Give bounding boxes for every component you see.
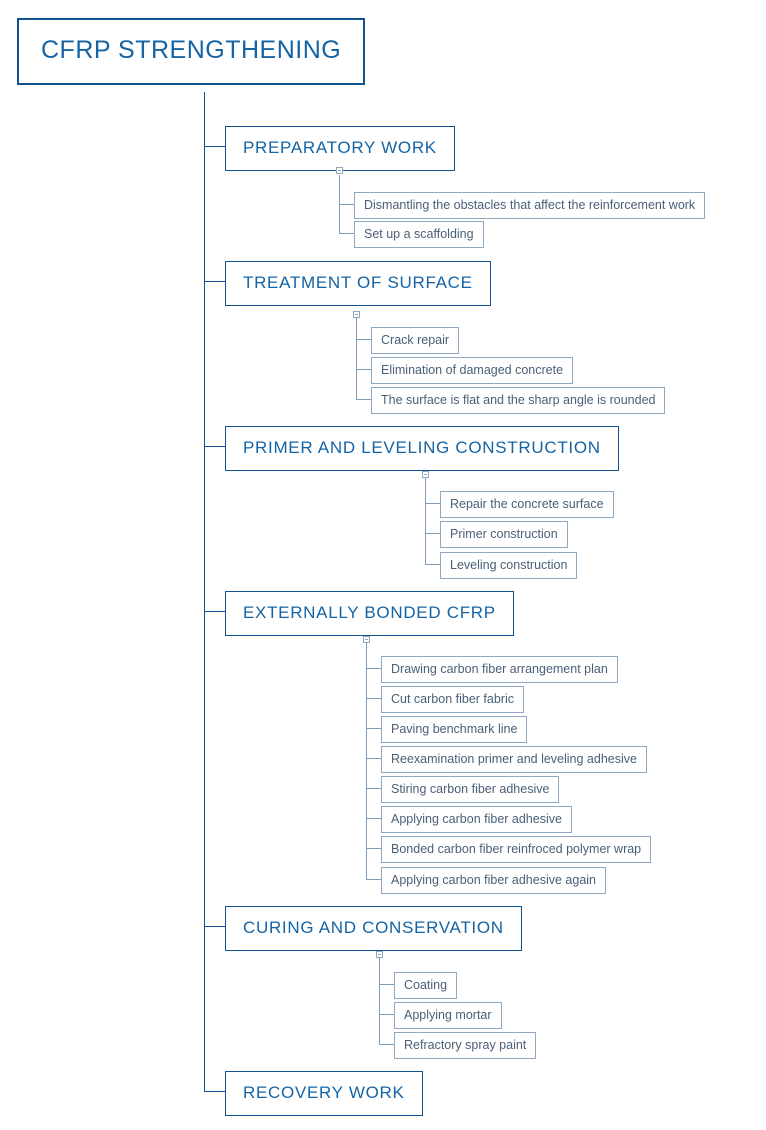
leaf-connector-1-2 — [339, 233, 355, 234]
leaf-connector-4-5 — [366, 788, 382, 789]
leaf-node-label: Drawing carbon fiber arrangement plan — [391, 662, 608, 676]
leaf-node[interactable] — [371, 327, 459, 354]
leaf-node[interactable] — [394, 1032, 536, 1059]
leaf-node-label: The surface is flat and the sharp angle is rounded — [381, 393, 656, 407]
leaf-node[interactable] — [381, 656, 618, 683]
leaf-node-label: Applying carbon fiber adhesive again — [391, 873, 596, 887]
leaf-node-label: Reexamination primer and leveling adhesive — [391, 752, 637, 766]
branch-node-label: EXTERNALLY BONDED CFRP — [243, 603, 496, 622]
branch-node-preparatory-work[interactable] — [225, 126, 455, 171]
leaf-connector-4-8 — [366, 879, 382, 880]
leaf-node[interactable] — [381, 836, 651, 863]
branch-node-primer-and-leveling-construction[interactable] — [225, 426, 619, 471]
leaf-node-label: Coating — [404, 978, 448, 992]
leaf-node-label: Elimination of damaged concrete — [381, 363, 564, 377]
branch-node-curing-and-conservation[interactable] — [225, 906, 522, 951]
leaf-connector-4-4 — [366, 758, 382, 759]
leaf-node-label: Primer construction — [450, 527, 558, 541]
leaf-connector-2-1 — [356, 339, 372, 340]
leaf-connector-4-7 — [366, 848, 382, 849]
collapse-handle-1[interactable] — [336, 167, 343, 174]
leaf-node[interactable] — [394, 1002, 502, 1029]
leaf-node-label: Stiring carbon fiber adhesive — [391, 782, 550, 796]
leaf-node-label: Bonded carbon fiber reinfroced polymer wrap — [391, 842, 642, 856]
branch-node-externally-bonded-cfrp[interactable] — [225, 591, 514, 636]
leaf-node-label: Leveling construction — [450, 558, 568, 572]
branch-node-treatment-of-surface[interactable] — [225, 261, 491, 306]
leaf-connector-4-6 — [366, 818, 382, 819]
leaf-node-label: Applying mortar — [404, 1008, 492, 1022]
leaf-node[interactable] — [354, 192, 705, 219]
leaf-node[interactable] — [381, 867, 606, 894]
leaf-node-label: Dismantling the obstacles that affect the reinforcement work — [364, 198, 696, 212]
leaf-node-label: Refractory spray paint — [404, 1038, 527, 1052]
collapse-handle-5[interactable] — [376, 951, 383, 958]
branch-connector-2 — [204, 281, 226, 282]
branch-connector-6 — [204, 1091, 226, 1092]
branch-node-label: PREPARATORY WORK — [243, 138, 437, 157]
root-trunk-line — [204, 92, 205, 1092]
leaf-node[interactable] — [381, 806, 572, 833]
leaf-node[interactable] — [354, 221, 484, 248]
branch-node-recovery-work[interactable] — [225, 1071, 423, 1116]
leaf-node[interactable] — [381, 776, 559, 803]
branch-connector-3 — [204, 446, 226, 447]
leaf-node[interactable] — [371, 357, 573, 384]
branch-connector-1 — [204, 146, 226, 147]
leaf-node-label: Set up a scaffolding — [364, 227, 474, 241]
root-node[interactable] — [17, 18, 365, 85]
leaf-node-label: Applying carbon fiber adhesive — [391, 812, 562, 826]
leaf-connector-4-3 — [366, 728, 382, 729]
leaf-node[interactable] — [381, 716, 527, 743]
leaf-node[interactable] — [440, 491, 614, 518]
leaf-node-label: Repair the concrete surface — [450, 497, 604, 511]
branch-node-label: PRIMER AND LEVELING CONSTRUCTION — [243, 438, 601, 457]
leaf-node-label: Crack repair — [381, 333, 450, 347]
subtrunk-line-4 — [366, 643, 367, 880]
leaf-connector-5-1 — [379, 984, 395, 985]
collapse-handle-4[interactable] — [363, 636, 370, 643]
branch-node-label: TREATMENT OF SURFACE — [243, 273, 473, 292]
leaf-node[interactable] — [381, 746, 647, 773]
leaf-connector-3-1 — [425, 503, 441, 504]
collapse-handle-3[interactable] — [422, 471, 429, 478]
leaf-node[interactable] — [381, 686, 524, 713]
root-node-label: CFRP STRENGTHENING — [41, 36, 342, 64]
leaf-connector-4-1 — [366, 668, 382, 669]
branch-node-label: CURING AND CONSERVATION — [243, 918, 504, 937]
leaf-connector-1-1 — [339, 204, 355, 205]
leaf-connector-3-2 — [425, 533, 441, 534]
leaf-node[interactable] — [394, 972, 457, 999]
leaf-node[interactable] — [440, 552, 577, 579]
leaf-connector-3-3 — [425, 564, 441, 565]
subtrunk-line-5 — [379, 958, 380, 1045]
leaf-connector-4-2 — [366, 698, 382, 699]
branch-node-label: RECOVERY WORK — [243, 1083, 405, 1102]
collapse-handle-2[interactable] — [353, 311, 360, 318]
leaf-node[interactable] — [371, 387, 665, 414]
leaf-node-label: Cut carbon fiber fabric — [391, 692, 514, 706]
subtrunk-line-2 — [356, 318, 357, 400]
leaf-connector-5-3 — [379, 1044, 395, 1045]
subtrunk-line-3 — [425, 478, 426, 565]
leaf-connector-2-3 — [356, 399, 372, 400]
leaf-connector-5-2 — [379, 1014, 395, 1015]
leaf-connector-2-2 — [356, 369, 372, 370]
branch-connector-4 — [204, 611, 226, 612]
leaf-node-label: Paving benchmark line — [391, 722, 518, 736]
branch-connector-5 — [204, 926, 226, 927]
leaf-node[interactable] — [440, 521, 568, 548]
